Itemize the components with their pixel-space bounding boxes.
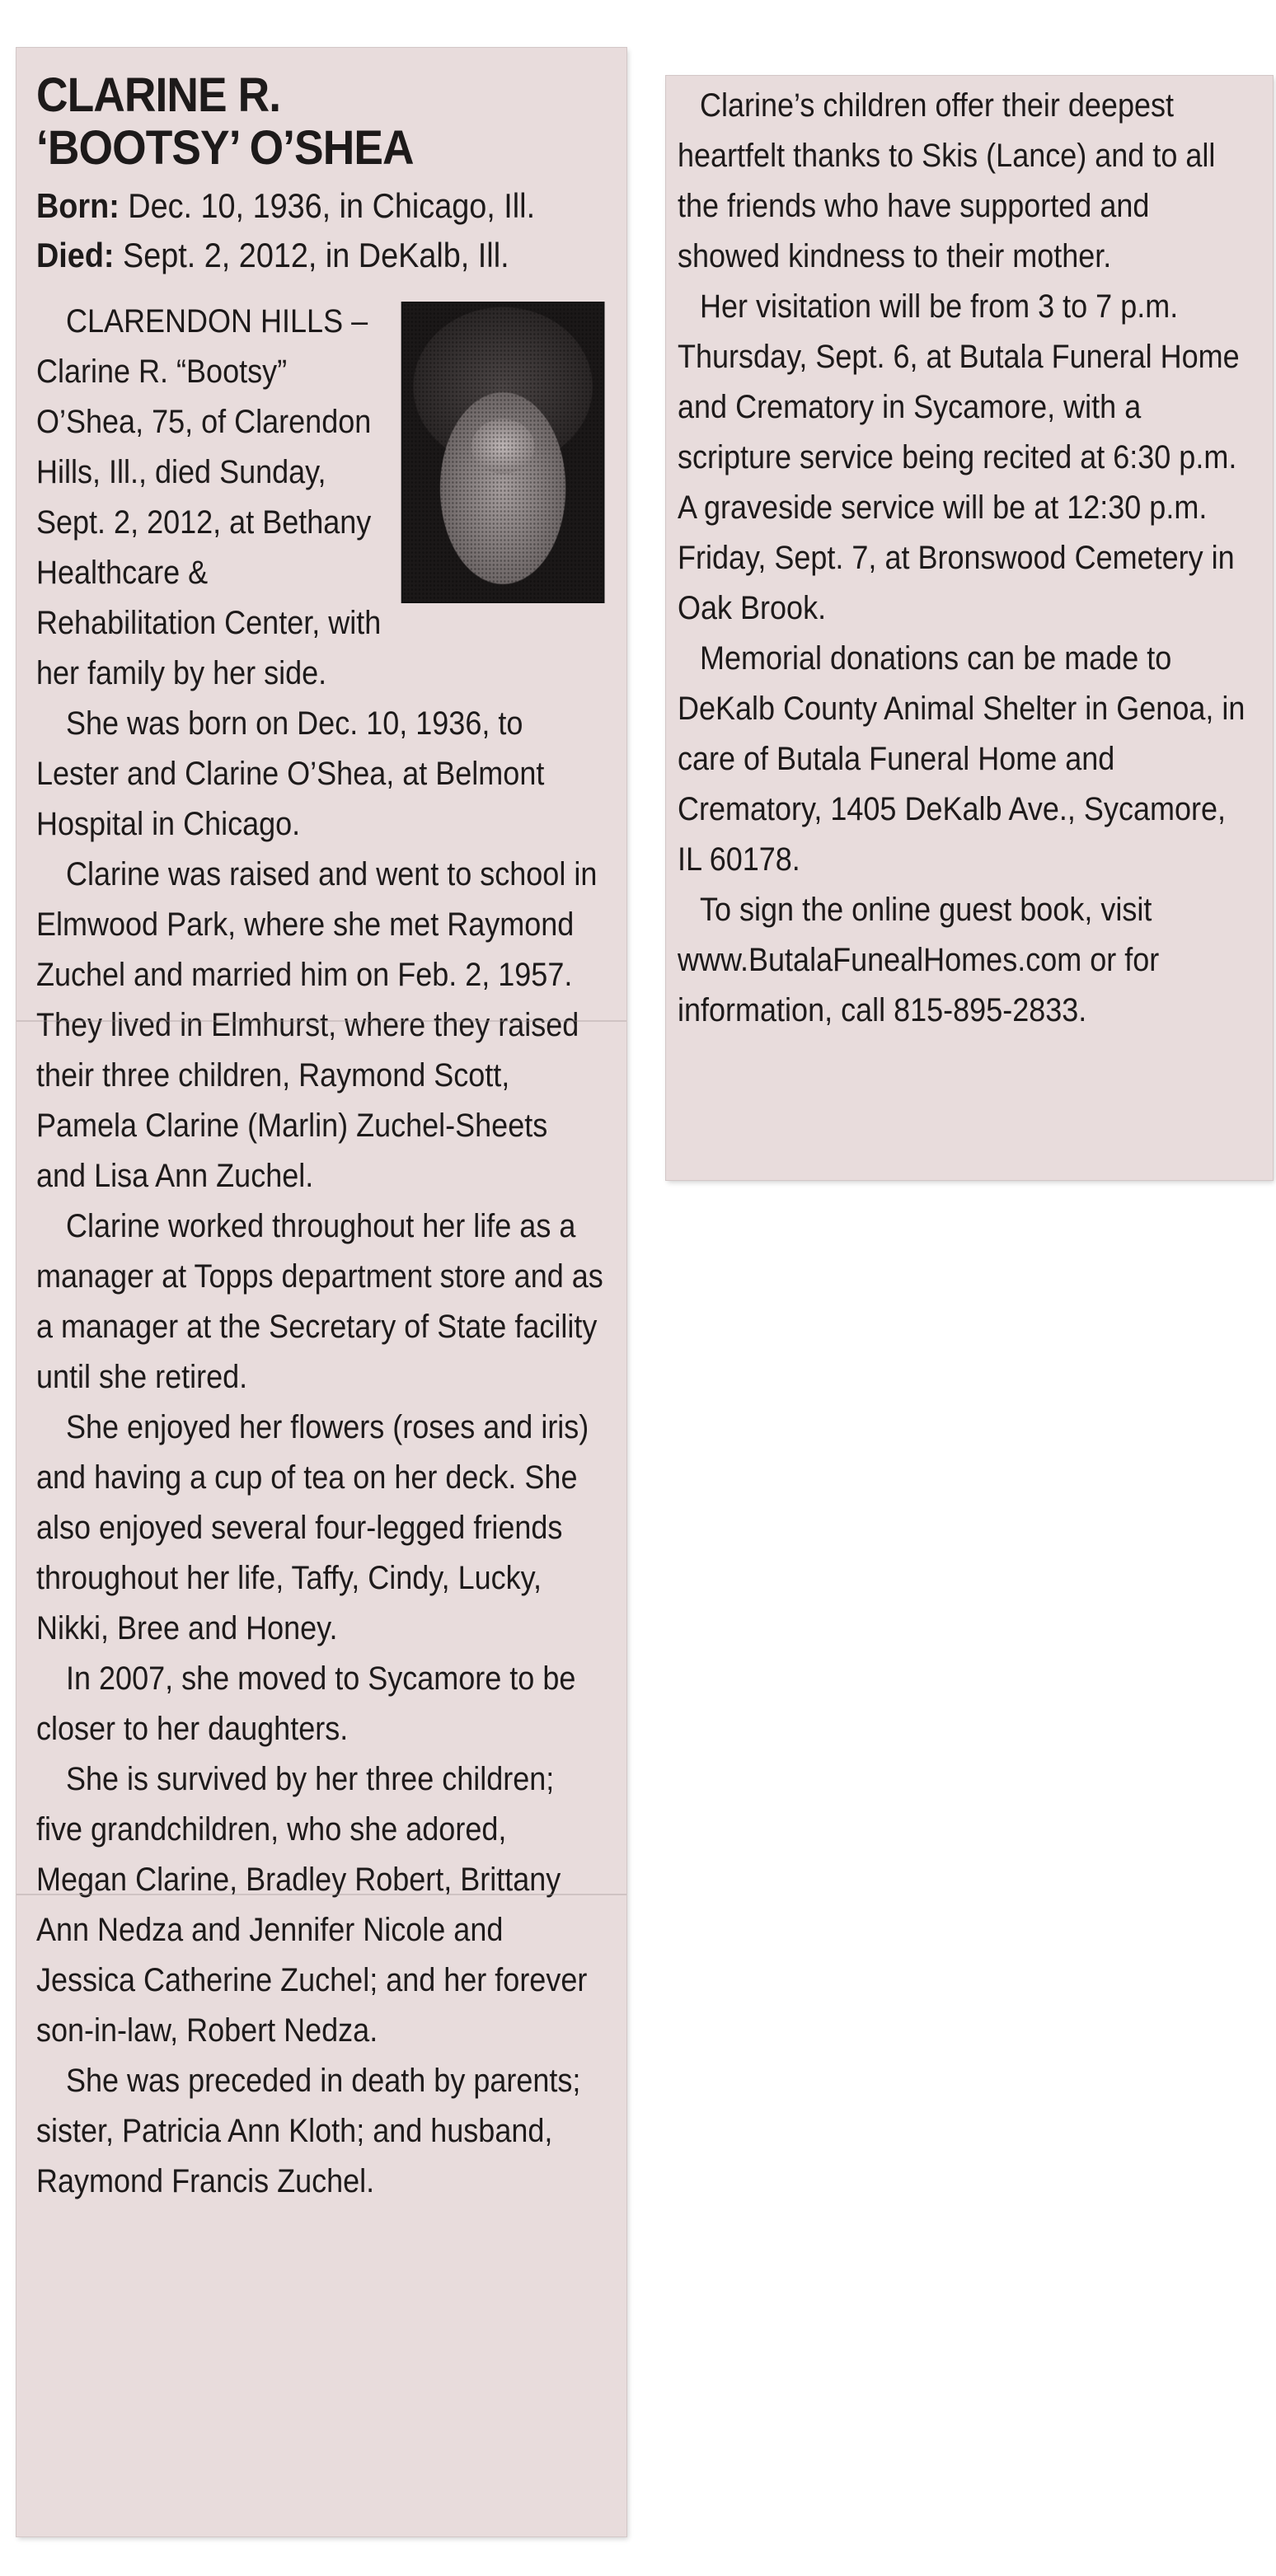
- fold-line: [16, 1020, 626, 1022]
- paragraph: Memorial donations can be made to DeKalb County Animal Shelter in Genoa, in care of Butala Funeral Home and Crematory, 1405 DeKalb Ave., Sycamore, IL 60178.: [678, 640, 1246, 878]
- obituary-name: [36, 69, 560, 175]
- paragraph: Clarine worked throughout her life as a manager at Topps department store and as a manager at the Secretary of State facility until she retired.: [36, 1208, 603, 1395]
- obituary-body-right: [678, 81, 1250, 1036]
- born-label: Born:: [36, 186, 120, 225]
- name-line-2: ‘BOOTSY’ O’SHEA: [36, 121, 414, 175]
- portrait-photo: [401, 302, 605, 603]
- paragraph: In 2007, she moved to Sycamore to be closer to her daughters.: [36, 1660, 576, 1747]
- paragraph: She enjoyed her flowers (roses and iris) and having a cup of tea on her deck. She also enjoyed several four-legged friends throughout her life, Taffy, Cindy, Lucky, Nikki, Bree and Honey.: [36, 1409, 589, 1646]
- paragraph: She was born on Dec. 10, 1936, to Lester and Clarine O’Shea, at Belmont Hospital in Chicago.: [36, 705, 545, 842]
- paragraph: Clarine was raised and went to school in Elmwood Park, where she met Raymond Zuchel and married him on Feb. 2, 1957. They lived in Elmhurst, where they raised their three children, Raymond Scott, Pamela Clarine (Marlin) Zuchel-Sheets and Lisa Ann Zuchel.: [36, 856, 598, 1194]
- died-value: Sept. 2, 2012, in DeKalb, Ill.: [123, 236, 509, 274]
- died-label: Died:: [36, 236, 115, 274]
- born-line: [36, 181, 548, 231]
- paragraph: She is survived by her three children; five grandchildren, who she adored, Megan Clarine, Bradley Robert, Brittany Ann Nedza and Jennifer Nicole and Jessica Catherine Zuchel; and her forever son-in-law, Robert Nedza.: [36, 1761, 588, 2049]
- fold-line: [16, 1894, 626, 1895]
- obituary-clipping-right: [666, 76, 1273, 1180]
- name-line-1: CLARINE R.: [36, 68, 281, 122]
- obituary-body-left: [36, 297, 604, 2207]
- paragraph: To sign the online guest book, visit www.ButalaFunealHomes.com or for information, call 815-895-2833.: [678, 892, 1160, 1028]
- died-line: [36, 231, 548, 280]
- paragraph: She was preceded in death by parents; sister, Patricia Ann Kloth; and husband, Raymond Francis Zuchel.: [36, 2063, 581, 2199]
- born-value: Dec. 10, 1936, in Chicago, Ill.: [128, 186, 536, 225]
- paragraph: CLARENDON HILLS – Clarine R. “Bootsy” O’Shea, 75, of Clarendon Hills, Ill., died Sunday, Sept. 2, 2012, at Bethany Healthcare & Rehabilitation Center, with her family by her side.: [36, 303, 382, 691]
- paragraph: Her visitation will be from 3 to 7 p.m. Thursday, Sept. 6, at Butala Funeral Home and Crematory in Sycamore, with a scripture service being recited at 6:30 p.m. A graveside service will be at 12:30 p.m. Friday, Sept. 7, at Bronswood Cemetery in Oak Brook.: [678, 288, 1240, 626]
- obituary-clipping-left: [16, 48, 626, 2536]
- paragraph: Clarine’s children offer their deepest heartfelt thanks to Skis (Lance) and to all the friends who have supported and showed kindness to their mother.: [678, 87, 1216, 274]
